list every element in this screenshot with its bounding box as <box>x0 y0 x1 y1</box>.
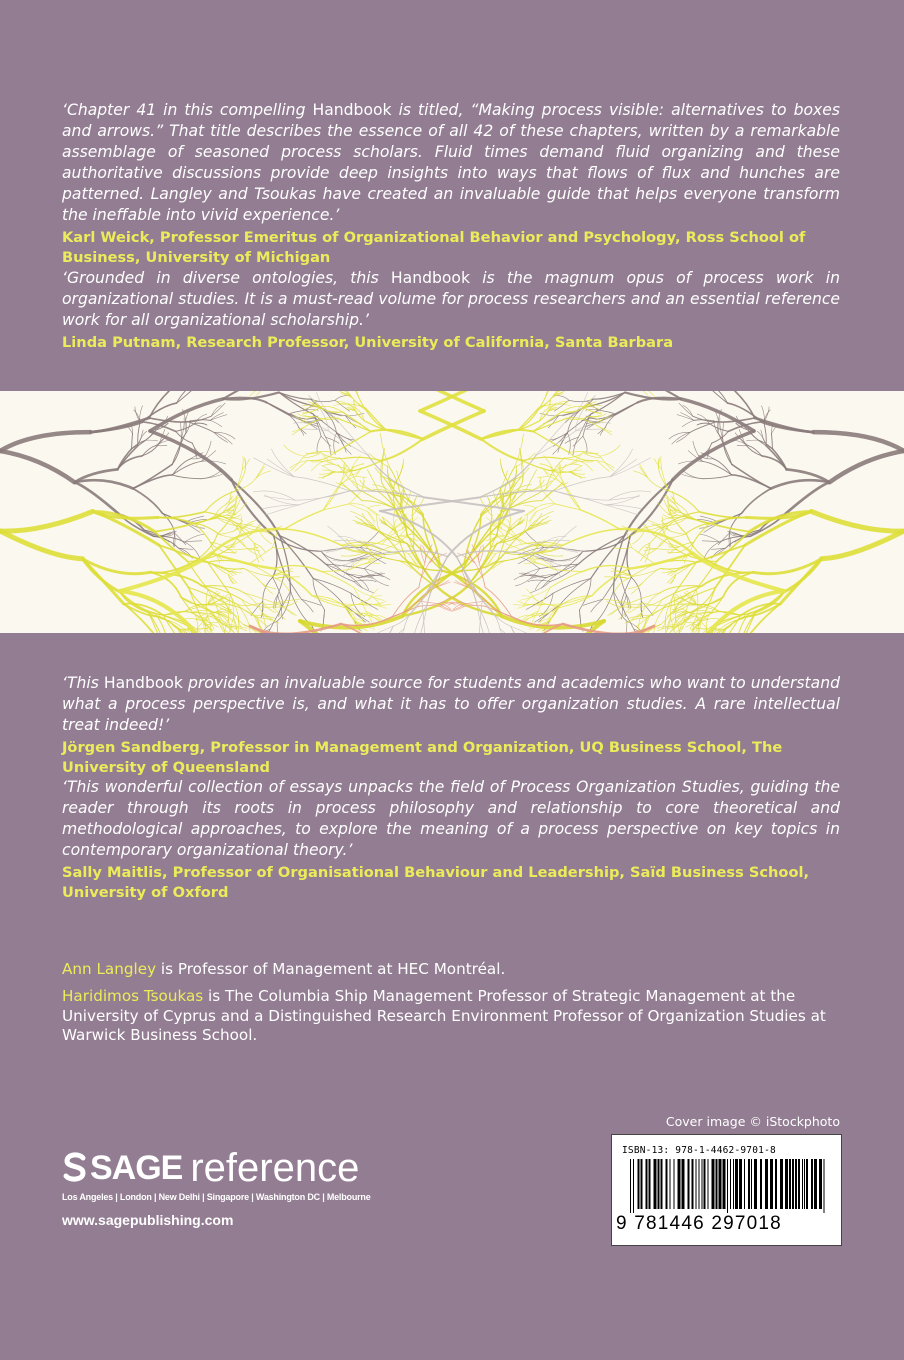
barcode-bar <box>719 1159 722 1209</box>
barcode-bar <box>733 1159 734 1209</box>
barcode-bar <box>730 1159 731 1209</box>
barcode-bar <box>661 1159 663 1209</box>
barcode-bar <box>804 1159 805 1209</box>
tree-branches-image <box>0 391 904 633</box>
barcode-bar <box>654 1159 657 1209</box>
barcode-bar <box>674 1159 675 1209</box>
barcode-bar <box>666 1159 668 1209</box>
barcode-bar <box>789 1159 791 1209</box>
barcode-bar <box>727 1159 728 1213</box>
endorsement-attribution: Linda Putnam, Research Professor, University of California, Santa Barbara <box>62 334 674 351</box>
endorsement-attribution: Sally Maitlis, Professor of Organisational Behaviour and Leadership, Saïd Business School, University of Oxford <box>62 864 810 901</box>
barcode-bar <box>688 1159 690 1209</box>
barcode-bar <box>646 1159 648 1209</box>
publisher-brand: SAGE <box>90 1149 183 1187</box>
barcode-bar <box>702 1159 703 1209</box>
publisher-imprint: reference <box>190 1146 360 1190</box>
barcode-bar <box>802 1159 803 1209</box>
barcode-bar <box>696 1159 697 1209</box>
isbn-barcode <box>611 1134 842 1246</box>
barcode-bar <box>824 1159 825 1213</box>
author-bio-tsoukas: Haridimos Tsoukas is The Columbia Ship Management Professor of Strategic Management at the University of Cyprus and a Distinguished Research Environment Professor of Organization Studies at Warwick Business School. <box>62 987 826 1044</box>
barcode-bar <box>712 1159 715 1209</box>
barcode-bar <box>811 1159 813 1209</box>
isbn-label: ISBN-13: 978-1-4462-9701-8 <box>622 1145 776 1156</box>
endorsement-quote: ‘This wonderful collection of essays unpacks the field of Process Organization Studies, guiding the reader through its roots in process philosophy and relationship to core theoretical and methodological approaches, to explore the meaning of a process perspective on key topics in contemporary organizational theory.’ <box>62 778 840 859</box>
barcode-bar <box>735 1159 738 1209</box>
barcode-bar <box>699 1159 700 1209</box>
publisher-logo <box>62 1146 359 1191</box>
barcode-bar <box>716 1159 718 1209</box>
endorsement-1 <box>62 100 840 268</box>
barcode-bar <box>641 1159 643 1209</box>
barcode-bar <box>692 1159 694 1209</box>
barcode-bar <box>682 1159 685 1209</box>
endorsement-quote: ‘Chapter 41 in this compelling Handbook is titled, “Making process visible: alternatives to boxes and arrows.” That title describes the essence of all 42 of these chapters, written by a remarkable assemblage of seasoned process scholars. Fluid times demand fluid organizing and these authoritative discussions provide deep insights into ways that flows of flux and hunches are patterned. Langley and Tsoukas have created an invaluable guide that helps everyone transform the ineffable into vivid experience.’ <box>62 101 840 224</box>
barcode-bar <box>806 1159 808 1209</box>
barcode-bar <box>775 1159 777 1209</box>
barcode-digits: 9 781446 297018 <box>616 1213 782 1234</box>
barcode-bar <box>748 1159 750 1209</box>
publisher-cities: Los Angeles | London | New Delhi | Singapore | Washington DC | Melbourne <box>62 1192 371 1202</box>
barcode-bar <box>819 1159 822 1209</box>
endorsement-4 <box>62 777 840 903</box>
endorsement-quote: ‘This Handbook provides an invaluable source for students and academics who want to understand what a process perspective is, and what it has to offer organization studies. A rare intellectual treat indeed!’ <box>62 674 841 734</box>
barcode-bar <box>785 1159 788 1209</box>
endorsement-attribution: Karl Weick, Professor Emeritus of Organizational Behavior and Psychology, Ross School of Business, University of Michigan <box>62 229 806 266</box>
author-name: Haridimos Tsoukas <box>62 987 204 1005</box>
endorsement-3 <box>62 673 840 778</box>
author-name: Ann Langley <box>62 960 157 978</box>
barcode-bar <box>739 1159 742 1209</box>
barcode-bar <box>760 1159 762 1209</box>
barcode-bar <box>630 1159 631 1213</box>
barcode-bar <box>780 1159 783 1209</box>
barcode-bar <box>704 1159 706 1209</box>
barcode-bar <box>770 1159 773 1209</box>
barcode-bar <box>814 1159 817 1209</box>
endorsement-attribution: Jörgen Sandberg, Professor in Management and Organization, UQ Business School, The University of Queensland <box>62 739 783 776</box>
barcode-bar <box>723 1159 726 1209</box>
barcode-bar <box>649 1159 651 1209</box>
barcode-bar <box>798 1159 800 1209</box>
barcode-bar <box>754 1159 757 1209</box>
barcode-bar <box>658 1159 660 1209</box>
barcode-bars <box>630 1159 826 1213</box>
sage-logo-icon <box>62 1152 88 1186</box>
barcode-bar <box>678 1159 681 1209</box>
barcode-bar <box>744 1159 745 1209</box>
publisher-website[interactable]: www.sagepublishing.com <box>62 1212 234 1228</box>
barcode-bar <box>670 1159 671 1209</box>
endorsement-quote: ‘Grounded in diverse ontologies, this Handbook is the magnum opus of process work in organizational studies. It is a must-read volume for process researchers and an essential reference work for all organizational scholarship.’ <box>62 269 840 329</box>
barcode-bar <box>633 1159 634 1213</box>
barcode-bar <box>708 1159 709 1209</box>
barcode-bar <box>751 1159 752 1209</box>
barcode-bar <box>792 1159 794 1209</box>
cover-image-credit: Cover image © iStockphoto <box>665 1114 840 1129</box>
barcode-bar <box>795 1159 797 1209</box>
barcode-bar <box>638 1159 640 1209</box>
author-bio-langley: Ann Langley is Professor of Management at HEC Montréal. <box>62 960 506 978</box>
endorsement-2 <box>62 268 840 353</box>
barcode-bar <box>765 1159 768 1209</box>
